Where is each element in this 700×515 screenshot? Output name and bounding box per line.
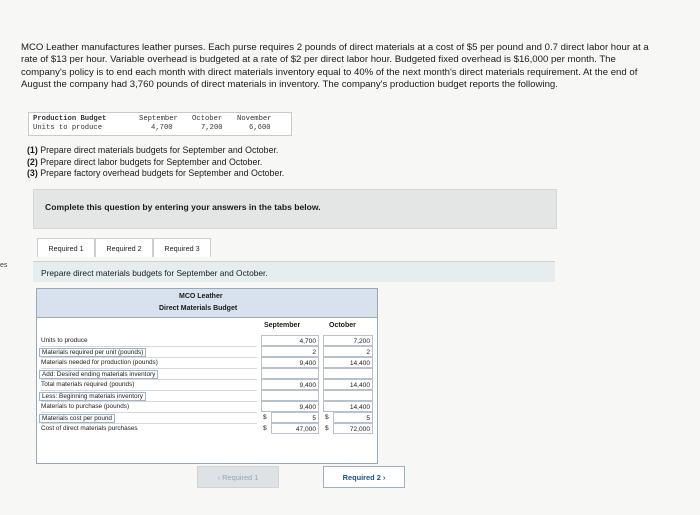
input-cell[interactable]: 14,400 — [323, 357, 373, 368]
input-cell[interactable] — [261, 390, 319, 401]
input-cell[interactable]: 9,400 — [261, 401, 319, 412]
budget-title: Direct Materials Budget — [159, 305, 238, 312]
row-divider — [41, 401, 257, 402]
next-button-label: Required 2 — [342, 472, 381, 482]
row-label: Add: Desired ending materials inventory — [39, 370, 158, 379]
requirement-item: (2) Prepare direct labor budgets for September and October. — [27, 156, 263, 167]
production-month: November — [237, 115, 272, 123]
production-row-label: Units to produce — [33, 124, 103, 132]
input-cell[interactable]: 72,000 — [333, 423, 373, 434]
row-label: Less: Beginning materials inventory — [39, 392, 146, 401]
row-label: Total materials required (pounds) — [41, 381, 135, 388]
input-cell[interactable] — [261, 368, 319, 379]
requirements-list — [27, 145, 284, 180]
row-label: Units to produce — [41, 337, 88, 344]
row-label: Materials required per unit (pounds) — [39, 348, 146, 357]
chevron-right-icon: › — [380, 472, 386, 482]
production-month: September — [139, 115, 178, 123]
input-cell[interactable]: 5 — [271, 412, 319, 423]
row-divider — [41, 390, 257, 391]
input-cell[interactable]: 5 — [333, 412, 373, 423]
tab-required-2[interactable]: Required 2 — [95, 238, 153, 257]
budget-company: MCO Leather — [179, 293, 223, 300]
next-required-button[interactable] — [323, 466, 405, 488]
row-label: Materials cost per pound — [39, 414, 115, 423]
input-cell[interactable]: 7,200 — [323, 335, 373, 346]
panel-header — [33, 261, 555, 282]
panel-prompt: Prepare direct materials budgets for September and October. — [41, 268, 268, 278]
row-label: Materials to purchase (pounds) — [41, 403, 130, 410]
input-cell[interactable] — [323, 390, 373, 401]
input-cell[interactable]: 4,700 — [261, 335, 319, 346]
input-cell[interactable] — [323, 368, 373, 379]
problem-statement: MCO Leather manufactures leather purses. Each purse requires 2 pounds of direct materials at a cost of $5 per pound and 0.7 direct labor hour at a rate of $13 per hour. Variable overhead is budgeted at a rate of $2 per direct labor hour. Budgeted fixed overhead is $16,000 per month. The company's policy is to end each month with direct materials inventory equal to 40% of the next month's direct materials requirement. At the end of August the company had 3,760 pounds of direct materials in inventory. The company's production budget reports the following. — [21, 42, 649, 91]
row-label: Materials needed for production (pounds) — [41, 359, 158, 366]
side-margin-mark: es — [0, 262, 8, 269]
production-budget-title: Production Budget — [33, 115, 107, 123]
row-divider — [41, 346, 257, 347]
dollar-sign: $ — [263, 414, 267, 421]
tab-required-1[interactable]: Required 1 — [37, 238, 95, 257]
instruction-box — [33, 189, 557, 229]
dollar-sign: $ — [263, 425, 267, 432]
dollar-sign: $ — [325, 414, 329, 421]
row-divider — [41, 412, 257, 413]
input-cell[interactable]: 14,400 — [323, 401, 373, 412]
production-month: October — [192, 115, 223, 123]
requirement-item: (3) Prepare factory overhead budgets for September and October. — [27, 168, 285, 179]
input-cell[interactable]: 2 — [323, 346, 373, 357]
input-cell[interactable]: 9,400 — [261, 379, 319, 390]
production-units: 4,700 — [151, 124, 173, 132]
direct-materials-budget — [36, 288, 378, 464]
row-label: Cost of direct materials purchases — [41, 425, 138, 432]
production-units: 6,600 — [249, 124, 271, 132]
chevron-left-icon: ‹ — [217, 472, 223, 482]
tab-required-3[interactable]: Required 3 — [153, 238, 211, 257]
column-header-september: September — [264, 322, 301, 329]
row-divider — [41, 423, 257, 424]
previous-required-button[interactable] — [197, 466, 279, 488]
requirement-tabs — [33, 230, 555, 260]
input-cell[interactable]: 14,400 — [323, 379, 373, 390]
row-divider — [41, 368, 257, 369]
instruction-text: Complete this question by entering your answers in the tabs below. — [45, 202, 321, 212]
row-divider — [41, 379, 257, 380]
input-cell[interactable]: 47,000 — [271, 423, 319, 434]
previous-button-label: Required 1 — [222, 472, 259, 482]
input-cell[interactable]: 2 — [261, 346, 319, 357]
input-cell[interactable]: 9,400 — [261, 357, 319, 368]
production-budget-table — [28, 112, 292, 136]
dollar-sign: $ — [325, 425, 329, 432]
requirement-item: (1) Prepare direct materials budgets for September and October. — [27, 145, 279, 155]
row-divider — [41, 357, 257, 358]
production-units: 7,200 — [201, 124, 223, 132]
budget-banner — [37, 289, 377, 318]
column-header-october: October — [329, 322, 356, 329]
